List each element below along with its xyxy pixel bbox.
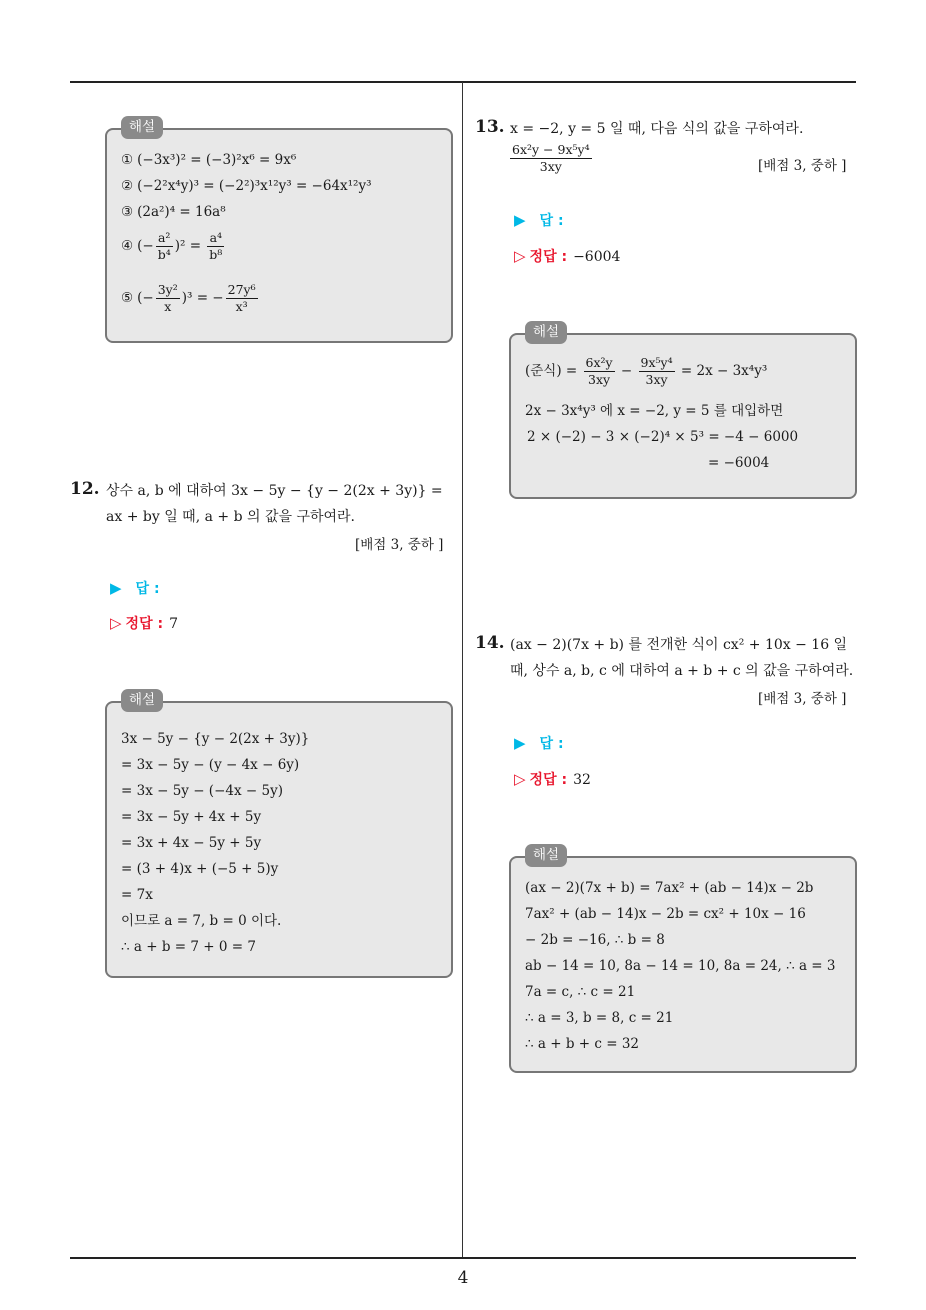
solution-label: 해설 [121, 689, 163, 712]
correct-label: 정답 : [529, 772, 568, 788]
play-icon: ▶ [514, 211, 526, 229]
solution-line: = (3 + 4)x + (−5 + 5)y [121, 861, 279, 877]
solution-label: 해설 [525, 844, 567, 867]
outline-play-icon: ▷ [110, 614, 122, 632]
question-12-line-1: 상수 a, b 에 대하여 3x − 5y − {y − 2(2x + 3y)} = [106, 483, 443, 499]
correct-value: 32 [573, 772, 591, 788]
answer-label: 답 : [539, 736, 564, 752]
solution-line: = −6004 [708, 455, 770, 471]
question-13-answer-row [514, 210, 564, 230]
question-13-number: 13. [475, 117, 505, 137]
solution-box-q12 [105, 692, 453, 978]
play-icon: ▶ [514, 734, 526, 752]
correct-value: 7 [169, 616, 178, 632]
question-14-meta: [배점 3, 중하 ] [758, 691, 847, 707]
correct-label: 정답 : [529, 249, 568, 265]
solution-line: = 3x − 5y + 4x + 5y [121, 809, 262, 825]
solution-line: ab − 14 = 10, 8a − 14 = 10, 8a = 24, ∴ a = 3 [525, 958, 836, 974]
solution-label: 해설 [525, 321, 567, 344]
solution-line: (준식) = $\frac{\text{6x²y}}{3xy}$ − $\frac{\text{9x⁵y⁴}}{3xy}$ = 2x − 3x⁴y³ [525, 355, 768, 387]
question-12-correct-row [110, 613, 178, 633]
question-12-number: 12. [70, 479, 100, 499]
column-divider [462, 82, 463, 1258]
solution-line-2: ② (−2²x⁴y)³ = (−2²)³x¹²y³ = −64x¹²y³ [121, 178, 372, 194]
question-14-correct-row [514, 769, 591, 789]
question-12-answer-row [110, 578, 160, 598]
page-number: 4 [457, 1268, 469, 1288]
solution-line: 7a = c, ∴ c = 21 [525, 984, 636, 1000]
question-14-line-2: 때, 상수 a, b, c 에 대하여 a + b + c 의 값을 구하여라. [510, 663, 854, 679]
solution-line: − 2b = −16, ∴ b = 8 [525, 932, 665, 948]
solution-line: (ax − 2)(7x + b) = 7ax² + (ab − 14)x − 2b [525, 880, 814, 896]
answer-label: 답 : [135, 581, 160, 597]
bottom-rule [70, 1257, 856, 1259]
question-12-meta: [배점 3, 중하 ] [355, 537, 444, 553]
solution-line: ∴ a + b + c = 32 [525, 1036, 639, 1052]
solution-box-q14 [509, 847, 857, 1073]
solution-line: = 3x − 5y − (−4x − 5y) [121, 783, 283, 799]
top-rule [70, 81, 856, 83]
question-13-correct-row [514, 246, 620, 266]
outline-play-icon: ▷ [514, 770, 526, 788]
question-13-line-1: x = −2, y = 5 일 때, 다음 식의 값을 구하여라. [510, 121, 804, 137]
solution-line: ∴ a + b = 7 + 0 = 7 [121, 939, 256, 955]
question-14-answer-row [514, 733, 564, 753]
question-13-meta: [배점 3, 중하 ] [758, 158, 847, 174]
correct-label: 정답 : [125, 616, 164, 632]
question-14-number: 14. [475, 633, 505, 653]
question-13-expression: $\frac{\text{6x²y − 9x⁵y⁴}}{3xy}$ [512, 142, 590, 174]
solution-label: 해설 [121, 116, 163, 139]
solution-line: ∴ a = 3, b = 8, c = 21 [525, 1010, 674, 1026]
solution-line: 7ax² + (ab − 14)x − 2b = cx² + 10x − 16 [525, 906, 806, 922]
correct-value: −6004 [573, 249, 621, 265]
solution-line: 2 × (−2) − 3 × (−2)⁴ × 5³ = −4 − 6000 [527, 429, 799, 445]
solution-box-q13 [509, 324, 857, 499]
solution-line-5: ⑤ (− $\frac{\text{3y²}}{x}$ )³ = − $\frac{\text{27y⁶}}{\text{x³}}$ [121, 282, 256, 314]
play-icon: ▶ [110, 579, 122, 597]
solution-line-3: ③ (2a²)⁴ = 16a⁸ [121, 204, 226, 220]
solution-line: 이므로 a = 7, b = 0 이다. [121, 913, 282, 929]
solution-line: = 3x − 5y − (y − 4x − 6y) [121, 757, 300, 773]
question-14-line-1: (ax − 2)(7x + b) 를 전개한 식이 cx² + 10x − 16 일 [510, 637, 848, 653]
solution-line-1: ① (−3x³)² = (−3)²x⁶ = 9x⁶ [121, 152, 297, 168]
answer-label: 답 : [539, 213, 564, 229]
solution-line-4: ④ (− $\frac{\text{a²}}{\text{b⁴}}$ )² = $\frac{\text{a⁴}}{\text{b⁸}}$ [121, 230, 223, 262]
solution-line: = 3x + 4x − 5y + 5y [121, 835, 262, 851]
solution-line: = 7x [121, 887, 153, 903]
question-12-line-2: ax + by 일 때, a + b 의 값을 구하여라. [106, 509, 356, 525]
solution-box-q11 [105, 119, 453, 343]
outline-play-icon: ▷ [514, 247, 526, 265]
solution-line: 3x − 5y − {y − 2(2x + 3y)} [121, 731, 310, 747]
solution-line: 2x − 3x⁴y³ 에 x = −2, y = 5 를 대입하면 [525, 403, 784, 419]
